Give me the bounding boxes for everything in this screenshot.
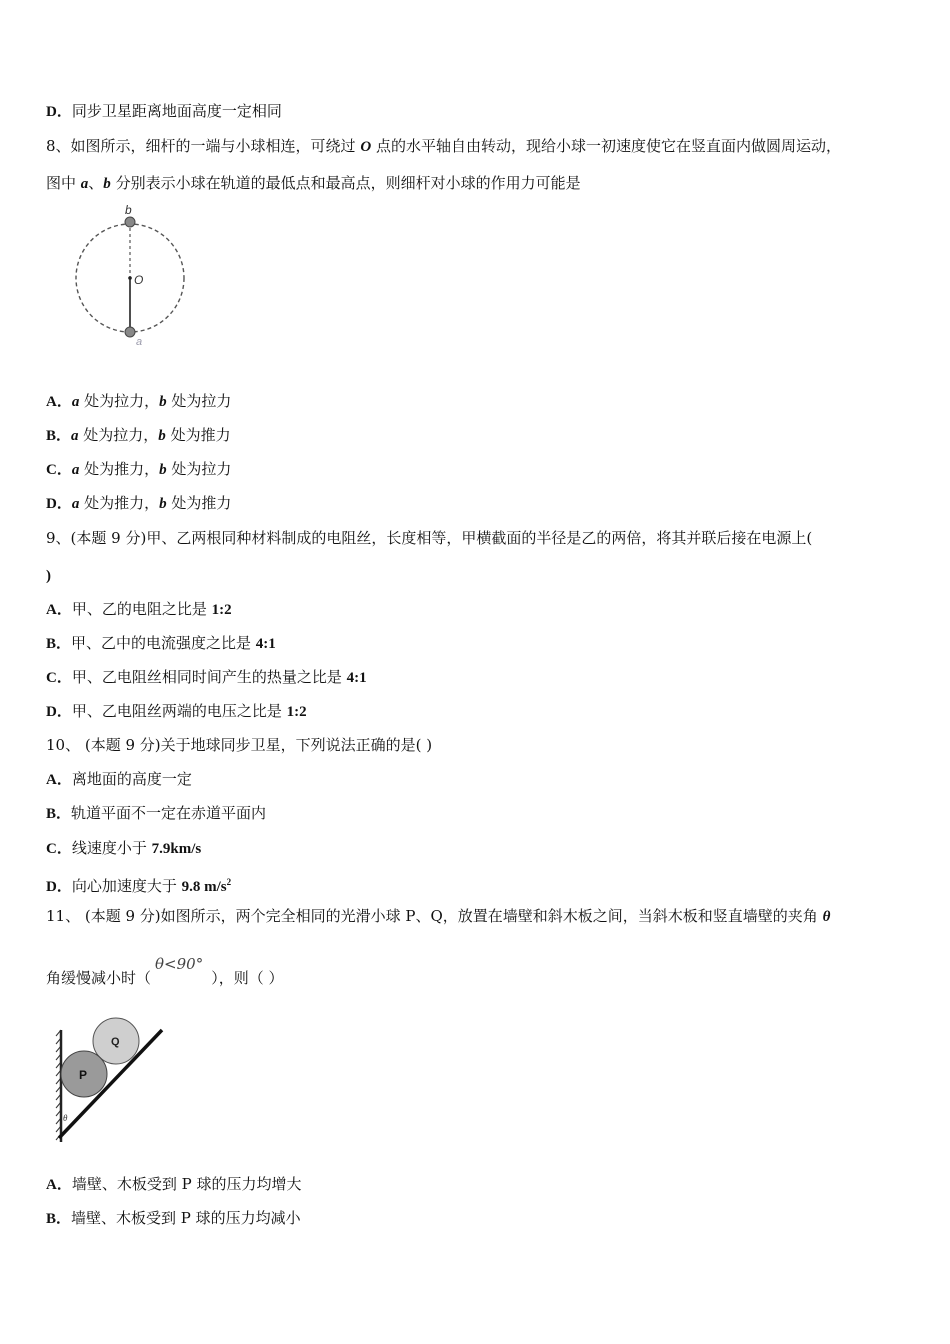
q11-option-b xyxy=(46,1208,301,1229)
option-text: 处为推力， xyxy=(79,494,160,512)
option-letter: A． xyxy=(46,602,72,618)
label-b: b xyxy=(125,203,132,217)
option-letter: A． xyxy=(46,1177,72,1193)
option-letter: A． xyxy=(46,772,72,788)
option-letter: B． xyxy=(46,636,72,652)
option-text: 处为推力， xyxy=(79,460,160,478)
q8-var-o: O xyxy=(360,139,372,155)
ball-bottom xyxy=(125,327,135,337)
q10-option-d xyxy=(46,872,231,897)
option-value: 1:2 xyxy=(211,602,232,618)
option-text: 处为推力 xyxy=(165,426,231,444)
label-p: P xyxy=(79,1068,88,1082)
q10-stem xyxy=(46,735,432,755)
option-letter: B． xyxy=(46,806,72,822)
q8-option-b xyxy=(46,425,231,446)
option-letter: B． xyxy=(46,428,72,444)
option-letter: A． xyxy=(46,394,72,410)
q10-stem-text: 10、 (本题 9 分)关于地球同步卫星，下列说法正确的是( ) xyxy=(46,736,433,754)
option-var: b xyxy=(159,462,167,478)
option-letter: D． xyxy=(46,879,72,895)
label-q: Q xyxy=(111,1036,120,1048)
q7-option-d xyxy=(46,101,282,122)
q9-stem-line2 xyxy=(46,565,51,586)
option-var: a xyxy=(71,496,80,512)
pivot-dot xyxy=(128,276,132,280)
q9-option-c xyxy=(46,667,367,688)
q11-math-condition: θ<90° xyxy=(155,955,204,973)
q11-stem-line2 xyxy=(46,955,284,988)
option-var: a xyxy=(71,394,80,410)
q8-stem2-sep: 、 xyxy=(88,174,104,192)
q9-option-b xyxy=(46,633,276,654)
option-value: 9.8 m/s xyxy=(181,879,227,895)
option-text: 处为拉力 xyxy=(166,460,232,478)
q8-stem2-tail: 分别表示小球在轨道的最低点和最高点，则细杆对小球的作用力可能是 xyxy=(110,174,581,192)
option-var: a xyxy=(71,462,80,478)
q11-stem2-tail: ），则（ ） xyxy=(211,969,284,987)
label-o: O xyxy=(134,273,144,287)
option-text: 甲、乙电阻丝两端的电压之比是 xyxy=(71,702,287,720)
option-value: 4:1 xyxy=(255,636,276,652)
option-text: 甲、乙中的电流强度之比是 xyxy=(71,634,256,652)
option-letter: D． xyxy=(46,104,72,120)
option-letter: C． xyxy=(46,462,72,478)
q8-stem-line1 xyxy=(46,136,841,157)
q10-option-c xyxy=(46,838,201,859)
option-letter: C． xyxy=(46,841,72,857)
option-var: b xyxy=(158,428,166,444)
q10-option-b xyxy=(46,803,266,824)
option-text: 处为推力 xyxy=(166,494,232,512)
option-letter: D． xyxy=(46,704,72,720)
q8-option-d xyxy=(46,493,231,514)
option-value: 1:2 xyxy=(286,704,307,720)
option-text: 线速度小于 xyxy=(71,839,152,857)
option-text: 同步卫星距离地面高度一定相同 xyxy=(71,102,282,120)
option-text: 墙壁、木板受到 P 球的压力均减小 xyxy=(71,1209,301,1227)
q9-option-d xyxy=(46,701,307,722)
label-a: a xyxy=(136,336,143,345)
option-text: 处为拉力， xyxy=(78,426,159,444)
option-superscript: 2 xyxy=(226,877,232,887)
q11-stem2-text: 角缓慢减小时（ xyxy=(46,969,152,987)
q11-theta: θ xyxy=(822,909,831,925)
q11-option-a xyxy=(46,1174,301,1195)
q8-stem-line2 xyxy=(46,173,581,194)
q11-stem-text: 11、 (本题 9 分)如图所示，两个完全相同的光滑小球 P、Q，放置在墙壁和斜木板之间，当斜木板和竖直墙壁的夹角 xyxy=(46,907,823,925)
option-var: a xyxy=(71,428,79,444)
option-text: 处为拉力 xyxy=(166,392,232,410)
option-letter: D． xyxy=(46,496,72,512)
q10-option-a xyxy=(46,769,192,790)
q9-stem-paren: ) xyxy=(46,568,51,584)
option-value: 4:1 xyxy=(346,670,367,686)
ball-top xyxy=(125,217,135,227)
option-text: 处为拉力， xyxy=(79,392,160,410)
q8-var-b: b xyxy=(103,176,111,192)
q9-option-a xyxy=(46,599,232,620)
label-theta: θ xyxy=(63,1113,68,1123)
q8-circle-figure xyxy=(70,200,190,345)
q11-stem-line1 xyxy=(46,906,830,927)
option-var: b xyxy=(159,496,167,512)
option-text: 墙壁、木板受到 P 球的压力均增大 xyxy=(71,1175,302,1193)
option-letter: C． xyxy=(46,670,72,686)
option-text: 甲、乙电阻丝相同时间产生的热量之比是 xyxy=(71,668,347,686)
option-text: 向心加速度大于 xyxy=(71,877,182,895)
q8-stem2-text: 图中 xyxy=(46,174,81,192)
option-text: 轨道平面不一定在赤道平面内 xyxy=(71,804,267,822)
option-var: b xyxy=(159,394,167,410)
q8-var-a: a xyxy=(80,176,89,192)
option-letter: B． xyxy=(46,1211,72,1227)
q9-stem-text: 9、(本题 9 分)甲、乙两根同种材料制成的电阻丝，长度相等，甲横截面的半径是乙的两倍，将其并联后接在电源上( xyxy=(46,529,813,547)
q8-stem-text-2: 点的水平轴自由转动，现给小球一初速度使它在竖直面内做圆周运动， xyxy=(371,137,841,155)
q8-stem-text: 8、如图所示，细杆的一端与小球相连，可绕过 xyxy=(46,137,361,155)
option-text: 甲、乙的电阻之比是 xyxy=(71,600,212,618)
option-value: 7.9km/s xyxy=(151,841,202,857)
q9-stem-line1 xyxy=(46,528,812,548)
q8-option-c xyxy=(46,459,231,480)
option-text: 离地面的高度一定 xyxy=(71,770,192,788)
q8-option-a xyxy=(46,391,231,412)
q11-balls-figure xyxy=(54,1010,169,1145)
